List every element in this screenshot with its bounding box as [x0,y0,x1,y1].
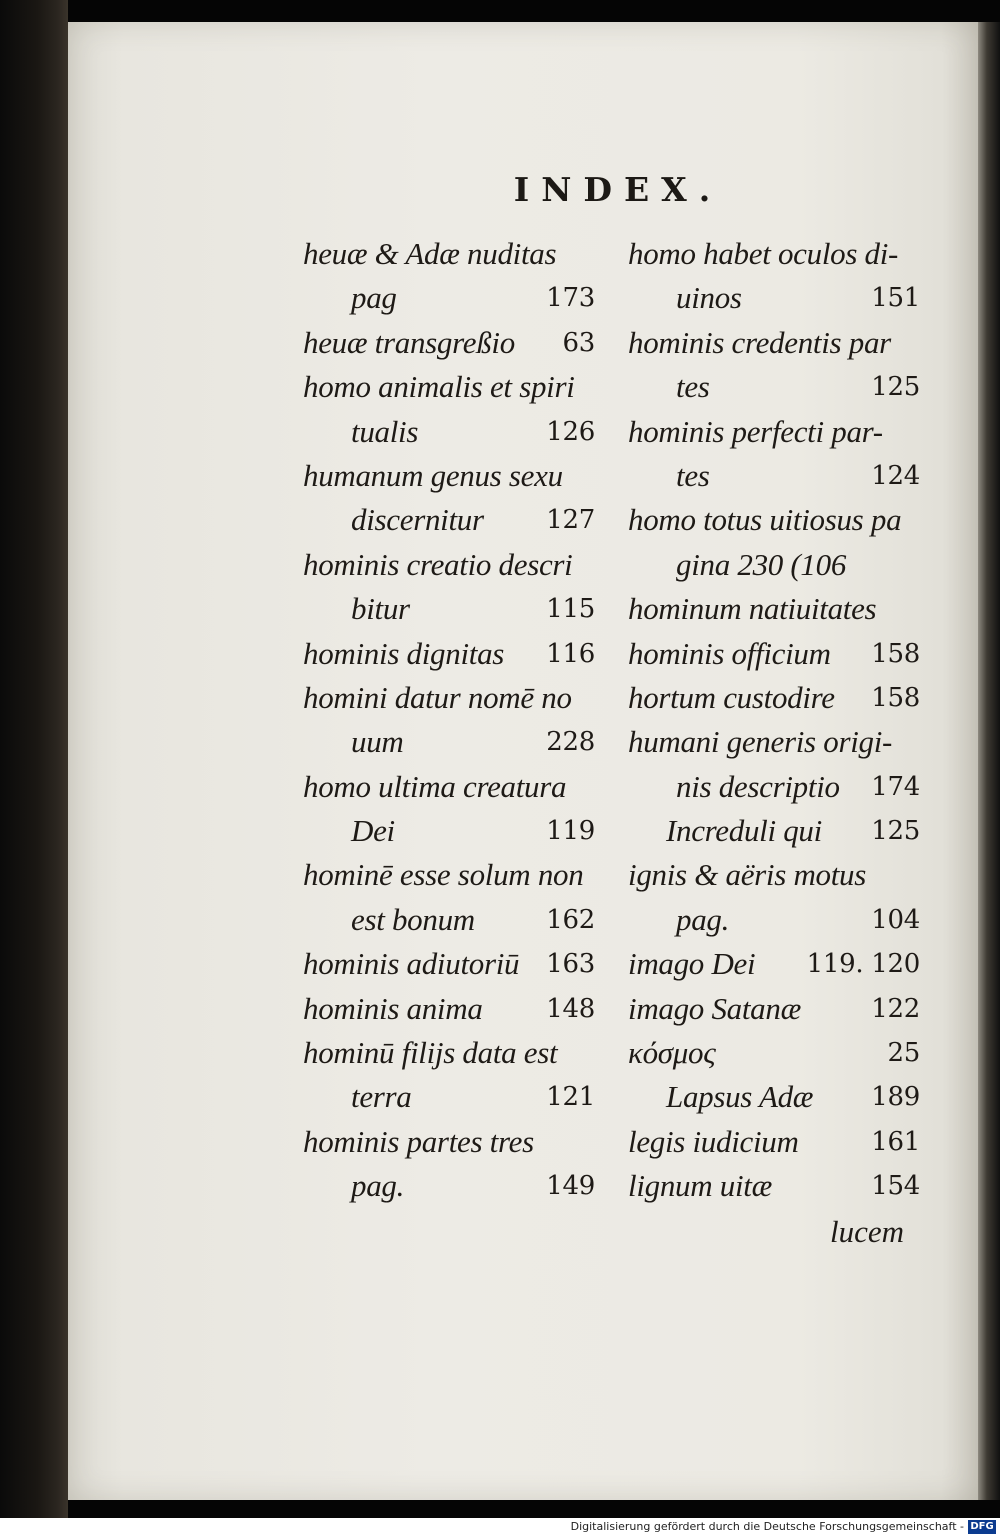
index-entry [303,987,603,1031]
index-entry-text: tualis [351,413,419,449]
page-edge-right [978,22,1000,1500]
index-entry-text: homo habet oculos di- [628,236,899,271]
index-entry-text: tes [676,369,710,405]
index-entry-text: pag. [676,901,730,937]
index-entry [628,632,928,676]
index-entry [628,410,928,454]
index-entry [628,765,928,809]
index-entry-page-number: 149 [546,1171,595,1202]
index-entry-page-number: 162 [546,904,595,935]
index-entry-text: pag. [351,1168,405,1204]
index-entry-page-number: 174 [871,771,920,802]
index-entry-text: bitur [351,591,410,627]
index-entry [628,720,928,764]
index-entry-text: homo animalis et spiri [303,369,575,405]
index-entry-text: heuæ transgreßio [303,324,515,360]
index-entry-text: hominis officium [628,635,831,671]
index-entry-text: Lapsus Adæ [666,1079,814,1115]
index-entry-text: Increduli qui [666,813,822,849]
index-entry [628,1164,928,1208]
index-entry-text: hortum custodire [628,679,835,715]
index-entry [628,543,928,587]
index-entry [303,898,603,942]
index-entry-page-number: 119. 120 [806,949,920,980]
index-entry-text: hominis dignitas [303,635,505,671]
index-entry-text: humani generis origi- [628,724,893,760]
index-entry [303,676,603,720]
index-entry [628,587,928,631]
index-entry-text: gina 230 (106 [676,546,847,582]
index-entry-text: homo ultima creatura [303,768,567,804]
footer-credit: Digitalisierung gefördert durch die Deutsche Forschungsgemeinschaft - [570,1520,964,1533]
dfg-logo-icon: DFG [968,1520,996,1534]
index-entry [628,1031,928,1075]
index-entry [303,232,603,276]
index-entry-page-number: 173 [546,283,595,314]
index-entry [628,232,928,276]
index-entry-page-number: 148 [546,993,595,1024]
index-entry-text: hominis credentis par [628,324,891,360]
index-entry-text: hominis partes tres [303,1123,534,1159]
index-entry-text: homo totus uitiosus pa [628,502,902,538]
index-entry-text: imago Dei [628,946,756,982]
index-entry-page-number: 115 [546,594,595,625]
index-entry [303,1031,603,1075]
index-entry [303,498,603,542]
index-entry-page-number: 121 [546,1082,595,1113]
index-entry [303,543,603,587]
index-entry-text: hominis creatio descri [303,546,573,582]
index-entry [303,809,603,853]
index-entry [303,410,603,454]
index-entry-text: hominis adiutoriū [303,946,520,982]
index-entry [628,676,928,720]
index-entry [628,1120,928,1164]
index-entry-page-number: 125 [871,372,920,403]
index-entry-page-number: 25 [887,1038,920,1069]
index-entry [303,1075,603,1119]
index-entry-page-number: 126 [546,416,595,447]
index-entry-page-number: 161 [871,1126,920,1157]
index-entry-text: heuæ & Adæ nuditas [303,236,557,271]
index-entry [628,276,928,320]
index-entry [303,587,603,631]
index-column-left [303,232,603,1209]
index-entry [628,454,928,498]
index-entry-page-number: 104 [871,904,920,935]
index-entry-text: uum [351,724,404,760]
index-entry-text: nis descriptio [676,768,840,804]
index-entry [303,1164,603,1208]
index-entry-page-number: 158 [871,682,920,713]
index-entry-text: hominē esse solum non [303,857,584,893]
index-entry-page-number: 189 [871,1082,920,1113]
index-entry [303,1120,603,1164]
index-entry [628,987,928,1031]
index-entry [303,853,603,897]
index-entry-text: est bonum [351,901,475,937]
index-entry-text: terra [351,1079,412,1115]
index-entry-page-number: 63 [562,327,595,358]
index-entry [628,1075,928,1119]
index-entry [303,321,603,365]
index-entry-text: homini datur nomē no [303,679,572,715]
index-entry [628,898,928,942]
index-entry-page-number: 124 [871,460,920,491]
index-entry-page-number: 119 [546,816,595,847]
index-entry-text: tes [676,457,710,493]
index-entry-text: pag [351,280,397,316]
index-entry [303,276,603,320]
footer-bar [0,1518,1000,1537]
index-entry-text: hominis anima [303,990,483,1026]
index-entry [628,942,928,986]
index-entry [303,765,603,809]
index-entry-text: discernitur [351,502,484,538]
index-entry-page-number: 151 [871,283,920,314]
index-entry [303,720,603,764]
index-entry [303,454,603,498]
index-entry-page-number: 228 [546,727,595,758]
index-entry-page-number: 125 [871,816,920,847]
index-entry [628,853,928,897]
index-entry-text: Dei [351,813,395,849]
book-spine-left [0,0,68,1537]
index-entry-text: hominū filijs data est [303,1035,558,1071]
index-entry [303,942,603,986]
page-heading: INDEX. [513,170,723,209]
index-entry-page-number: 127 [546,505,595,536]
catchword: lucem [830,1214,905,1249]
index-entry [303,365,603,409]
index-entry-text: lignum uitæ [628,1168,772,1204]
index-entry-text: hominum natiuitates [628,591,877,627]
index-entry-page-number: 158 [871,638,920,669]
index-entry-text: uinos [676,280,742,316]
index-entry-page-number: 163 [546,949,595,980]
index-entry [628,365,928,409]
index-column-right [628,232,928,1209]
index-entry [303,632,603,676]
index-entry-page-number: 154 [871,1171,920,1202]
index-entry-page-number: 122 [871,993,920,1024]
index-entry-page-number: 116 [546,638,595,669]
index-entry-text: imago Satanæ [628,990,801,1026]
index-entry [628,498,928,542]
index-entry-text: legis iudicium [628,1123,799,1159]
index-entry-text: κόσμος [628,1035,716,1071]
index-entry [628,809,928,853]
index-entry-text: hominis perfecti par- [628,413,883,449]
index-entry-text: ignis & aëris motus [628,857,867,893]
index-entry [628,321,928,365]
index-entry-text: humanum genus sexu [303,457,563,493]
